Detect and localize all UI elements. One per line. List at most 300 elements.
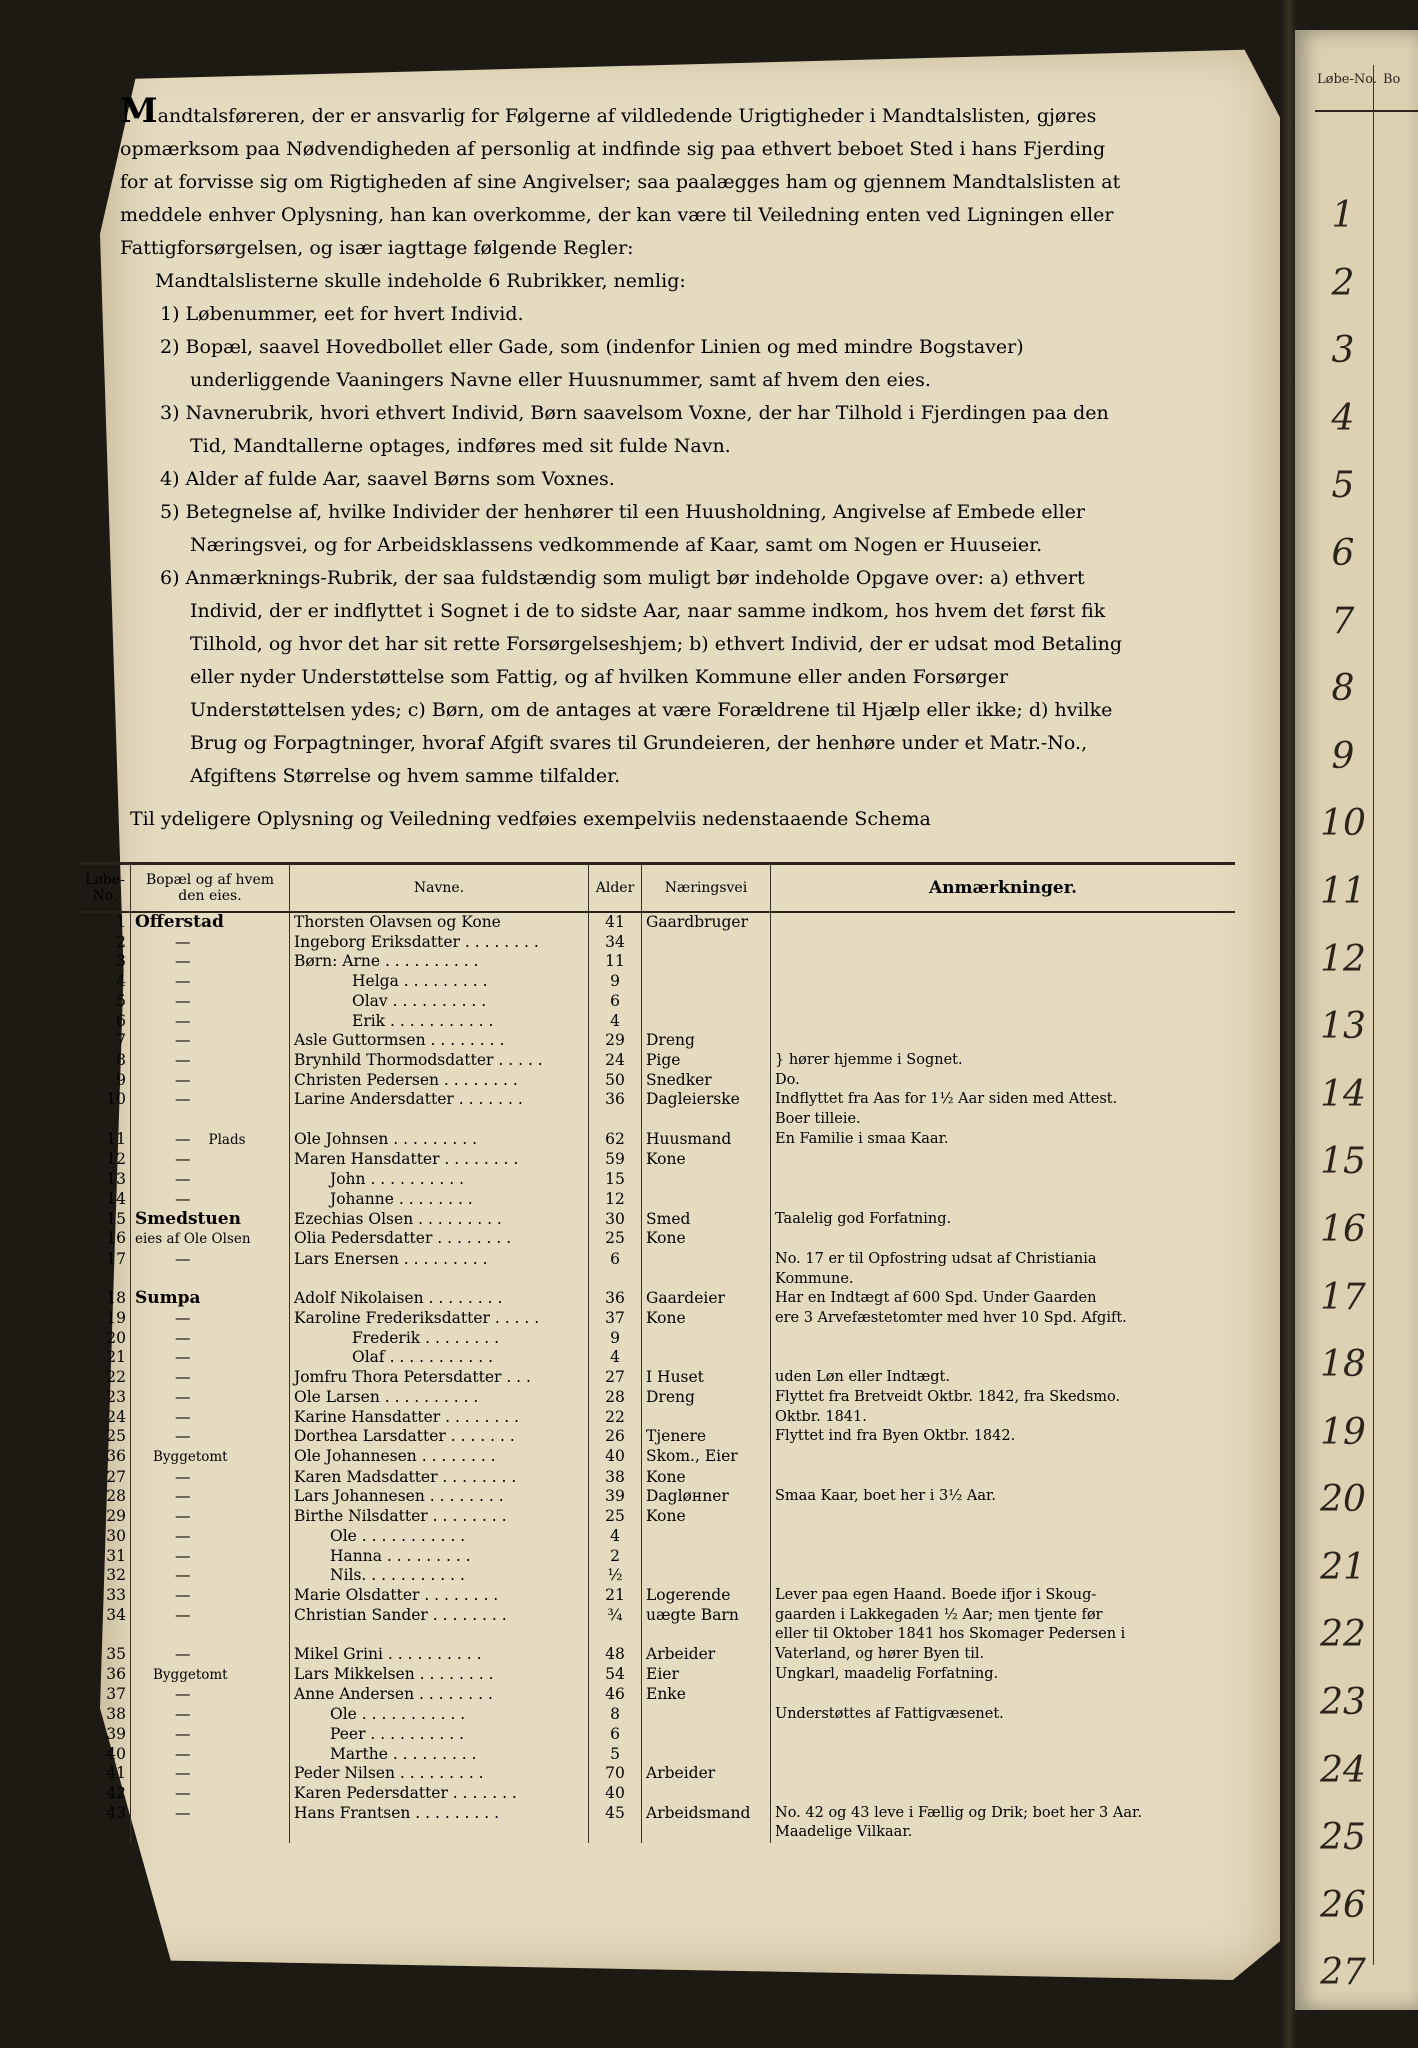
cell-anmaerkning	[771, 1745, 1236, 1765]
cell-naering-text: I Huset	[646, 1368, 704, 1387]
cell-bopael	[131, 1487, 290, 1507]
cell-navn-text: Mikel Grini . . . . . . . . . .	[294, 1645, 482, 1664]
cell-bopael	[131, 1823, 290, 1843]
cell-bopael	[131, 1250, 290, 1270]
cell-bopael	[131, 1110, 290, 1130]
cell-anmaerkning	[771, 1012, 1236, 1032]
cell-alder-text: 29	[605, 1031, 625, 1050]
cell-navn-text: Birthe Nilsdatter . . . . . . . .	[294, 1507, 507, 1526]
cell-alder	[589, 1625, 642, 1645]
cell-naering	[642, 912, 771, 933]
cell-no	[80, 1329, 131, 1349]
cell-alder	[589, 972, 642, 992]
cell-anmaerkning	[771, 1388, 1236, 1408]
cell-no	[80, 1606, 131, 1626]
cell-anmaerkning	[771, 1071, 1236, 1091]
cell-anmaerkning	[771, 1329, 1236, 1349]
cell-no-text: 8	[116, 1050, 126, 1069]
instructions-text	[120, 91, 1130, 836]
cell-no	[80, 1823, 131, 1843]
handwritten-number: 4	[1331, 397, 1355, 439]
table-row	[80, 1625, 1235, 1645]
cell-alder-text: 6	[610, 1724, 620, 1743]
cell-no	[80, 1250, 131, 1270]
cell-anmaerkning	[771, 1566, 1236, 1586]
cell-naering-text: Arbeidsmand	[646, 1803, 751, 1822]
cell-alder	[589, 1170, 642, 1190]
cell-anmaerkning-text: Vaterland, og hører Byen til.	[775, 1646, 985, 1663]
cell-naering	[642, 1031, 771, 1051]
cell-anmaerkning	[771, 1408, 1236, 1428]
cell-alder	[589, 992, 642, 1012]
cell-anmaerkning-text: eller til Oktober 1841 hos Skomager Pedersen i	[775, 1626, 1126, 1643]
table-row	[80, 1071, 1235, 1091]
cell-bopael-sub: Plads	[208, 1131, 246, 1148]
handwritten-number: 19	[1320, 1411, 1366, 1453]
cell-anmaerkning-text: Maadelige Vilkaar.	[775, 1824, 913, 1841]
cell-bopael-text: —	[175, 1328, 191, 1347]
cell-navn-text: Helga . . . . . . . . .	[352, 972, 488, 991]
right-page-column-line	[1373, 65, 1374, 1965]
handwritten-number: 2	[1331, 262, 1355, 304]
cell-navn	[290, 1566, 589, 1586]
table-row	[80, 1130, 1235, 1151]
cell-bopael-sub: Byggetomt	[153, 1448, 228, 1465]
cell-bopael	[131, 1130, 290, 1151]
cell-no	[80, 1427, 131, 1447]
cell-anmaerkning	[771, 1823, 1236, 1843]
cell-navn	[290, 1527, 589, 1547]
cell-alder-text: 28	[605, 1387, 625, 1406]
cell-anmaerkning	[771, 1110, 1236, 1130]
cell-naering	[642, 1012, 771, 1032]
cell-navn	[290, 1270, 589, 1290]
cell-bopael	[131, 1408, 290, 1428]
cell-navn	[290, 952, 589, 972]
cell-navn	[290, 1348, 589, 1368]
cell-anmaerkning-text: En Familie i smaa Kaar.	[775, 1130, 949, 1147]
cell-anmaerkning-text: Indflyttet fra Aas for 1½ Aar siden med Attest.	[775, 1091, 1118, 1108]
cell-anmaerkning	[771, 1645, 1236, 1665]
cell-no-text: 23	[106, 1387, 126, 1406]
cell-anmaerkning	[771, 1586, 1236, 1606]
cell-no-text: 31	[106, 1546, 126, 1565]
handwritten-number: 9	[1331, 735, 1355, 777]
cell-alder	[589, 1329, 642, 1349]
cell-naering	[642, 1210, 771, 1230]
cell-navn	[290, 1665, 589, 1686]
cell-anmaerkning	[771, 1170, 1236, 1190]
cell-no-text: 2	[116, 932, 126, 951]
cell-naering	[642, 1090, 771, 1110]
cell-anmaerkning	[771, 1625, 1236, 1645]
handwritten-number: 23	[1320, 1682, 1366, 1724]
cell-no-text: 42	[106, 1783, 126, 1802]
cell-navn	[290, 1487, 589, 1507]
cell-naering-text: Logerende	[646, 1585, 731, 1604]
cell-bopael-text: Smedstuen	[135, 1208, 241, 1229]
cell-bopael	[131, 1547, 290, 1567]
cell-alder-text: 4	[610, 1011, 620, 1030]
cell-bopael-text: —	[175, 1724, 191, 1743]
table-row	[80, 1190, 1235, 1210]
cell-no	[80, 1725, 131, 1745]
cell-navn-text: Karen Madsdatter . . . . . . . .	[294, 1467, 517, 1486]
cell-anmaerkning	[771, 933, 1236, 953]
cell-navn	[290, 1447, 589, 1468]
cell-bopael	[131, 1447, 290, 1468]
cell-alder-text: 54	[605, 1664, 625, 1683]
cell-alder-text: ¾	[607, 1605, 623, 1624]
cell-alder-text: 40	[605, 1783, 625, 1802]
cell-navn-text: Larine Andersdatter . . . . . . .	[294, 1090, 523, 1109]
cell-alder-text: ½	[607, 1566, 623, 1585]
table-row	[80, 1745, 1235, 1765]
cell-alder	[589, 1071, 642, 1091]
cell-anmaerkning	[771, 1031, 1236, 1051]
cell-bopael-text: —	[175, 1189, 191, 1208]
cell-alder	[589, 1090, 642, 1110]
cell-navn-text: Christian Sander . . . . . . . .	[294, 1605, 507, 1624]
cell-navn	[290, 1725, 589, 1745]
cell-navn-text: Peder Nilsen . . . . . . . . .	[294, 1764, 484, 1783]
cell-alder-text: 30	[605, 1209, 625, 1228]
cell-naering-text: Kone	[646, 1507, 686, 1526]
cell-alder-text: 21	[605, 1585, 625, 1604]
cell-anmaerkning	[771, 1784, 1236, 1804]
cell-no	[80, 992, 131, 1012]
cell-bopael-text: —	[175, 1685, 191, 1704]
cell-naering	[642, 1309, 771, 1329]
cell-naering	[642, 1170, 771, 1190]
cell-navn	[290, 1823, 589, 1843]
cell-alder-text: 50	[605, 1070, 625, 1089]
cell-bopael-text: —	[175, 1129, 191, 1148]
cell-bopael-text: —	[175, 1645, 191, 1664]
cell-bopael	[131, 1507, 290, 1527]
cell-no	[80, 1705, 131, 1725]
cell-naering	[642, 1566, 771, 1586]
cell-alder	[589, 1190, 642, 1210]
cell-naering	[642, 952, 771, 972]
cell-bopael	[131, 1645, 290, 1665]
cell-alder	[589, 1130, 642, 1151]
cell-anmaerkning	[771, 1348, 1236, 1368]
handwritten-number: 13	[1320, 1006, 1366, 1048]
cell-alder	[589, 1289, 642, 1309]
rule-item: 1) Løbenummer, eet for hvert Individ.	[160, 303, 524, 325]
cell-navn	[290, 1130, 589, 1151]
cell-naering	[642, 1823, 771, 1843]
table-row	[80, 1823, 1235, 1843]
cell-no	[80, 1527, 131, 1547]
table-row	[80, 1586, 1235, 1606]
cell-bopael-text: Sumpa	[135, 1288, 201, 1309]
cell-bopael	[131, 992, 290, 1012]
cell-alder-text: 4	[610, 1348, 620, 1367]
cell-anmaerkning	[771, 1427, 1236, 1447]
cell-alder	[589, 1229, 642, 1250]
cell-bopael	[131, 1090, 290, 1110]
cell-alder	[589, 1606, 642, 1626]
cell-alder	[589, 1566, 642, 1586]
cell-bopael	[131, 1804, 290, 1824]
cell-alder	[589, 1705, 642, 1725]
cell-alder	[589, 1487, 642, 1507]
cell-naering	[642, 972, 771, 992]
table-row	[80, 1566, 1235, 1586]
table-row	[80, 1051, 1235, 1071]
handwritten-number: 8	[1331, 668, 1355, 710]
cell-naering-text: Tjenere	[646, 1427, 707, 1446]
cell-no-text: 28	[106, 1487, 126, 1506]
cell-naering-text: Gaardeier	[646, 1289, 725, 1308]
cell-naering-text: Dreng	[646, 1387, 695, 1406]
cell-naering-text: Smed	[646, 1209, 691, 1228]
cell-naering	[642, 1348, 771, 1368]
cell-no	[80, 1468, 131, 1488]
cell-no	[80, 1170, 131, 1190]
table-row	[80, 912, 1235, 933]
cell-alder-text: 48	[605, 1645, 625, 1664]
cell-anmaerkning	[771, 1487, 1236, 1507]
table-row	[80, 1170, 1235, 1190]
cell-naering	[642, 1447, 771, 1468]
cell-bopael	[131, 1606, 290, 1626]
cell-no-text: 16	[106, 1229, 126, 1248]
right-page-header-bo: Bo	[1383, 72, 1401, 87]
cell-navn-text: Maren Hansdatter . . . . . . . .	[294, 1150, 519, 1169]
cell-no-text: 34	[106, 1605, 126, 1624]
cell-anmaerkning	[771, 992, 1236, 1012]
cell-alder-text: 22	[605, 1407, 625, 1426]
cell-naering	[642, 1527, 771, 1547]
cell-bopael	[131, 1527, 290, 1547]
handwritten-number: 22	[1320, 1614, 1366, 1656]
table-row	[80, 1645, 1235, 1665]
cell-bopael	[131, 1784, 290, 1804]
table-row	[80, 1705, 1235, 1725]
cell-no-text: 35	[106, 1645, 126, 1664]
cell-bopael	[131, 1764, 290, 1784]
cell-bopael	[131, 1012, 290, 1032]
cell-alder-text: 5	[610, 1744, 620, 1763]
header-naering: Næringsvei	[642, 864, 771, 913]
cell-navn-text: Olia Pedersdatter . . . . . . . .	[294, 1229, 512, 1248]
cell-navn-text: Børn: Arne . . . . . . . . . .	[294, 952, 479, 971]
cell-alder	[589, 1012, 642, 1032]
cell-bopael-text: —	[175, 1090, 191, 1109]
cell-anmaerkning	[771, 1447, 1236, 1468]
cell-naering	[642, 1427, 771, 1447]
cell-no	[80, 1110, 131, 1130]
cell-navn	[290, 1606, 589, 1626]
cell-alder	[589, 1031, 642, 1051]
cell-alder-text: 36	[605, 1090, 625, 1109]
cell-navn-text: Olaf . . . . . . . . . . .	[352, 1348, 494, 1367]
cell-navn-text: Ingeborg Eriksdatter . . . . . . . .	[294, 932, 539, 951]
handwritten-number: 17	[1320, 1276, 1366, 1318]
cell-alder	[589, 1507, 642, 1527]
header-alder: Alder	[589, 864, 642, 913]
handwritten-number: 11	[1320, 870, 1366, 912]
cell-alder	[589, 1309, 642, 1329]
cell-alder	[589, 1427, 642, 1447]
cell-naering-text: Pige	[646, 1050, 681, 1069]
cell-navn	[290, 1784, 589, 1804]
table-row	[80, 1090, 1235, 1110]
cell-no	[80, 952, 131, 972]
handwritten-number: 7	[1331, 600, 1355, 642]
cell-naering-text: Dagløнner	[646, 1487, 729, 1506]
cell-naering	[642, 1071, 771, 1091]
cell-no	[80, 912, 131, 933]
right-page-rule	[1315, 110, 1418, 112]
cell-naering	[642, 1507, 771, 1527]
table-row	[80, 992, 1235, 1012]
cell-naering-text: Enke	[646, 1685, 686, 1704]
cell-navn-text: Lars Johannesen . . . . . . . .	[294, 1487, 504, 1506]
cell-no-text: 1	[116, 913, 126, 931]
right-page-header-no: Løbe-No.	[1317, 72, 1377, 87]
cell-bopael	[131, 1725, 290, 1745]
cell-no-text: 38	[106, 1705, 126, 1724]
cell-alder	[589, 1804, 642, 1824]
cell-navn-text: Adolf Nikolaisen . . . . . . . .	[294, 1289, 503, 1308]
cell-alder	[589, 1150, 642, 1170]
table-row	[80, 1012, 1235, 1032]
cell-naering	[642, 1051, 771, 1071]
handwritten-number: 14	[1320, 1073, 1366, 1115]
cell-naering	[642, 1229, 771, 1250]
cell-alder-text: 25	[605, 1229, 625, 1248]
cell-navn-text: Dorthea Larsdatter . . . . . . .	[294, 1427, 515, 1446]
cell-navn-text: Johanne . . . . . . . .	[330, 1189, 473, 1208]
table-row	[80, 1150, 1235, 1170]
cell-navn	[290, 992, 589, 1012]
cell-no	[80, 1348, 131, 1368]
cell-anmaerkning	[771, 1150, 1236, 1170]
cell-naering	[642, 1408, 771, 1428]
table-row	[80, 1368, 1235, 1388]
cell-anmaerkning-text: uden Løn eller Indtægt.	[775, 1369, 950, 1386]
cell-no	[80, 1090, 131, 1110]
cell-bopael-text: —	[175, 1150, 191, 1169]
cell-anmaerkning	[771, 1764, 1236, 1784]
cell-alder	[589, 952, 642, 972]
table-row	[80, 1468, 1235, 1488]
table-row	[80, 1329, 1235, 1349]
cell-anmaerkning-text: Kommune.	[775, 1270, 854, 1287]
cell-anmaerkning	[771, 1705, 1236, 1725]
cell-no	[80, 1309, 131, 1329]
cell-anmaerkning-text: Flyttet fra Bretveidt Oktbr. 1842, fra Skedsmo.	[775, 1388, 1121, 1405]
cell-alder	[589, 1270, 642, 1290]
cell-bopael-text: —	[175, 1387, 191, 1406]
cell-naering	[642, 1725, 771, 1745]
cell-naering	[642, 1388, 771, 1408]
table-row	[80, 1250, 1235, 1270]
cell-bopael	[131, 972, 290, 992]
cell-naering	[642, 1625, 771, 1645]
cell-anmaerkning	[771, 1507, 1236, 1527]
cell-anmaerkning-text: No. 17 er til Opfostring udsat af Christiania	[775, 1250, 1097, 1267]
cell-bopael-text: —	[175, 1566, 191, 1585]
cell-no-text: 11	[106, 1129, 126, 1148]
cell-no-text: 41	[106, 1764, 126, 1783]
cell-alder	[589, 1051, 642, 1071]
cell-anmaerkning-text: ere 3 Arvefæstetomter med hver 10 Spd. Afgift.	[775, 1310, 1127, 1327]
cell-navn	[290, 1012, 589, 1032]
cell-no-text: 7	[116, 1031, 126, 1050]
cell-navn	[290, 1250, 589, 1270]
cell-alder	[589, 1764, 642, 1784]
cell-naering-text: Snedker	[646, 1070, 712, 1089]
header-navn: Navne.	[290, 864, 589, 913]
rule-item: 6) Anmærknings-Rubrik, der saa fuldstændig som muligt bør indeholde Opgave over: a) ethvert Individ, der er indflyttet i Sognet i de to sidste Aar, naar samme indkom, hos hvem det først fik Tilhold, og hvor det har sit rette Forsørgelseshjem; b) ethvert Individ, der er udsat mod Betaling eller nyder Understøttelse som Fattig, og af hvilken Kommune eller anden Forsørger Understøttelsen ydes; c) Børn, om de antages at være Forældrene til Hjælp eller ikke; d) hvilke Brug og Forpagtninger, hvoraf Afgift svares til Grundeieren, der henhøre under et Matr.-No., Afgiftens Størrelse og hvem samme tilfalder.	[160, 567, 1123, 787]
cell-alder-text: 25	[605, 1507, 625, 1526]
cell-navn	[290, 1150, 589, 1170]
cell-naering-text: Kone	[646, 1309, 686, 1328]
cell-no	[80, 1784, 131, 1804]
cell-alder-text: 46	[605, 1685, 625, 1704]
table-row	[80, 1289, 1235, 1309]
cell-alder-text: 4	[610, 1526, 620, 1545]
header-no: Løbe-No.	[80, 864, 131, 913]
cell-naering	[642, 1705, 771, 1725]
cell-no	[80, 1547, 131, 1567]
cell-navn-text: Christen Pedersen . . . . . . . .	[294, 1070, 518, 1089]
cell-no	[80, 1507, 131, 1527]
cell-bopael	[131, 1210, 290, 1230]
cell-naering-text: Dagleierske	[646, 1090, 740, 1109]
cell-alder-text: 39	[605, 1487, 625, 1506]
cell-no	[80, 1388, 131, 1408]
cell-no	[80, 1408, 131, 1428]
cell-no	[80, 1586, 131, 1606]
cell-anmaerkning	[771, 1725, 1236, 1745]
cell-no	[80, 1368, 131, 1388]
cell-bopael	[131, 1071, 290, 1091]
cell-alder	[589, 1368, 642, 1388]
cell-naering	[642, 1487, 771, 1507]
cell-naering	[642, 1190, 771, 1210]
cell-navn	[290, 1229, 589, 1250]
cell-no	[80, 1645, 131, 1665]
table-row	[80, 933, 1235, 953]
cell-anmaerkning	[771, 1685, 1236, 1705]
table-row	[80, 1110, 1235, 1130]
cell-alder-text: 38	[605, 1467, 625, 1486]
header-anmaerkninger: Anmærkninger.	[771, 864, 1236, 913]
cell-naering	[642, 1685, 771, 1705]
cell-navn	[290, 933, 589, 953]
cell-no-text: 33	[106, 1585, 126, 1604]
cell-anmaerkning	[771, 1665, 1236, 1686]
cell-no	[80, 1447, 131, 1468]
cell-anmaerkning	[771, 1130, 1236, 1151]
cell-bopael-text: —	[175, 1407, 191, 1426]
cell-bopael-text: —	[175, 1783, 191, 1802]
cell-no	[80, 1566, 131, 1586]
cell-no-text: 18	[106, 1289, 126, 1308]
cell-bopael	[131, 1348, 290, 1368]
handwritten-number: 26	[1320, 1884, 1366, 1926]
cell-anmaerkning-text: Har en Indtægt af 600 Spd. Under Gaarden	[775, 1290, 1097, 1307]
schema-intro: Til ydeligere Oplysning og Veiledning vedføies exempelviis nedenstaaende Schema	[130, 808, 931, 830]
cell-bopael-text: —	[175, 1507, 191, 1526]
cell-no-text: 43	[106, 1803, 126, 1822]
